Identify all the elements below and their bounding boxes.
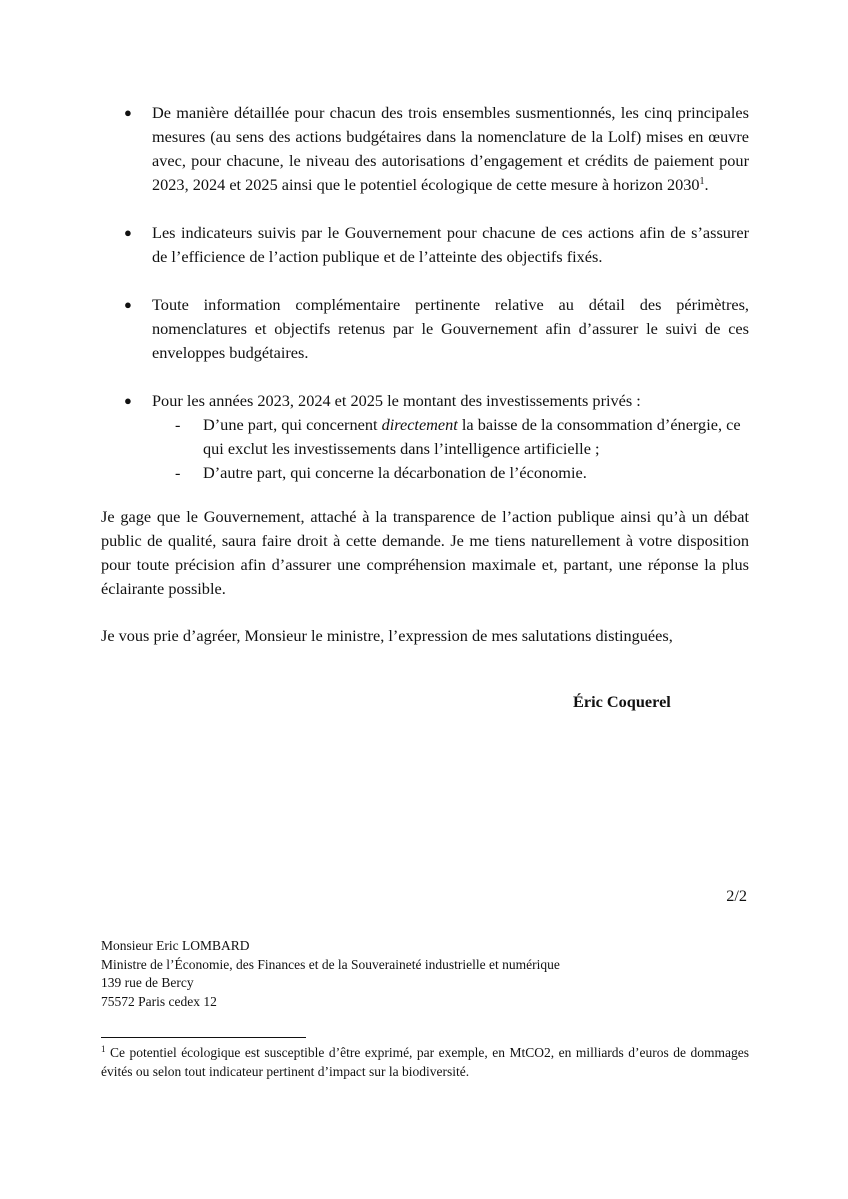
bullet-dot-icon: ●	[124, 105, 132, 120]
footnote-text: Ce potentiel écologique est susceptible d’être exprimé, par exemple, en MtCO2, en milliards d’euros de dommages évités ou selon tout indicateur pertinent d’impact sur la biodiversité.	[101, 1045, 749, 1079]
bullet-text: De manière détaillée pour chacun des trois ensembles susmentionnés, les cinq principales mesures (au sens des actions budgétaires dans la nomenclature de la Lolf) mises en œuvre avec, pour chacune, le niveau des autorisations d’engagement et crédits de paiement pour 2023, 2024 et 2025 ainsi que le potentiel écologique de cette mesure à horizon 2030	[152, 103, 749, 194]
recipient-street: 139 rue de Bercy	[101, 975, 194, 990]
bullet-dot-icon: ●	[124, 225, 132, 240]
dash-marker: -	[175, 463, 181, 482]
dash-marker: -	[175, 415, 181, 434]
bullet-dot-icon: ●	[124, 393, 132, 408]
page-number: 2/2	[726, 886, 747, 905]
sub-list-item: - D’autre part, qui concerne la décarbonation de l’économie.	[152, 461, 749, 485]
requests-bullet-list	[101, 101, 749, 485]
sub-list	[152, 413, 749, 485]
recipient-address	[101, 937, 560, 1011]
bullet-item	[101, 389, 749, 485]
recipient-city: 75572 Paris cedex 12	[101, 993, 217, 1009]
signature: Éric Coquerel	[573, 692, 671, 711]
bullet-text: Les indicateurs suivis par le Gouvernement pour chacune de ces actions afin de s’assurer de l’efficience de l’action publique et de l’atteinte des objectifs fixés.	[152, 223, 749, 266]
bullet-item	[101, 293, 749, 365]
footnote-marker: 1	[101, 1044, 106, 1054]
bullet-item: ● De manière détaillée pour chacun des trois ensembles susmentionnés, les cinq principales mesures (au sens des actions budgétaires dans la nomenclature de la Lolf) mises en œuvre avec, pour chacune, le niveau des autorisations d’engagement et crédits de paiement pour 2023, 2024 et 2025 ainsi que le potentiel écologique de cette mesure à horizon 2030$^1$.	[124, 103, 749, 194]
emphasis-text: directement	[381, 415, 458, 434]
footnote	[101, 1044, 749, 1081]
bullet-text: Toute information complémentaire pertinente relative au détail des périmètres, nomenclatures et objectifs retenus par le Gouvernement afin d’assurer le suivi de ces enveloppes budgétaires.	[152, 295, 749, 362]
sub-list-item: - D’une part, qui concernent directement la baisse de la consommation d’énergie, ce qui exclut les investissements dans l’intelligence artificielle ;	[175, 415, 741, 458]
closing-request-paragraph: Je gage que le Gouvernement, attaché à la transparence de l’action publique ainsi qu’à un débat public de qualité, saura faire droit à cette demande. Je me tiens naturellement à votre disposition pour toute précision afin d’assurer une compréhension maximale et, partant, une réponse la plus éclairante possible.	[101, 507, 749, 598]
footnote-separator	[101, 1037, 306, 1038]
bullet-dot-icon: ●	[124, 297, 132, 312]
bullet-text: Pour les années 2023, 2024 et 2025 le montant des investissements privés :	[152, 391, 641, 410]
footnote-reference[interactable]: 1	[699, 176, 705, 187]
salutation-paragraph: Je vous prie d’agréer, Monsieur le ministre, l’expression de mes salutations distinguées,	[101, 626, 673, 645]
bullet-item	[101, 221, 749, 269]
recipient-title: Ministre de l’Économie, des Finances et de la Souveraineté industrielle et numérique	[101, 956, 560, 972]
recipient-name: Monsieur Eric LOMBARD	[101, 938, 250, 953]
